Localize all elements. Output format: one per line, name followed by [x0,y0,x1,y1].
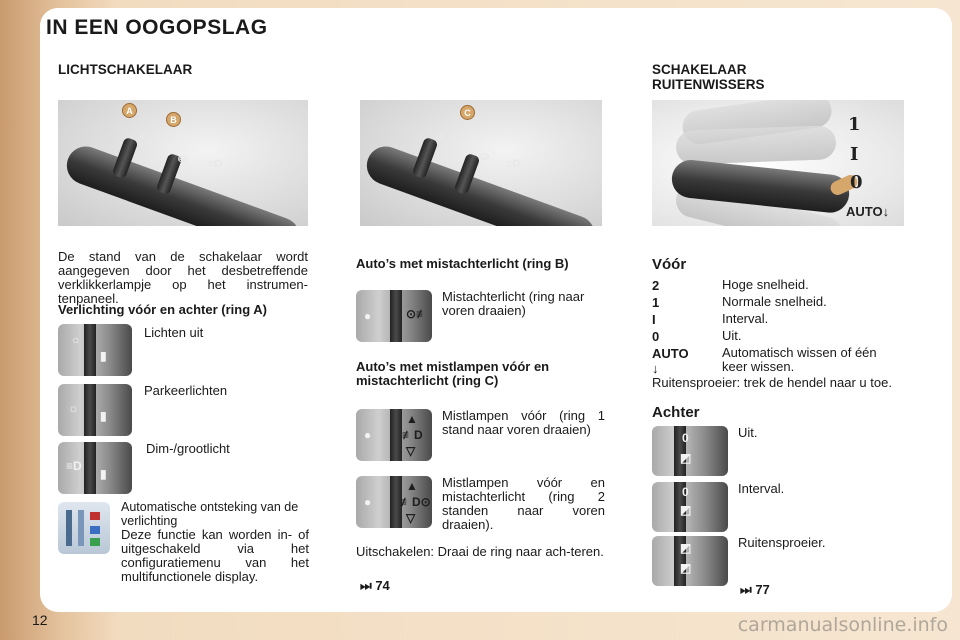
rear-wiper-off-label: Uit. [738,425,758,440]
ring-a-tag: A [122,103,137,118]
light-switch-heading: LICHTSCHAKELAAR [58,62,193,77]
wiper-switch-photo [652,100,904,226]
low-high-beam-icon: ≡D [66,459,82,473]
lights-off-label: Lichten uit [144,325,204,340]
rear-wiper-off-thumbnail: 0 ◩ [652,426,728,476]
parking-lights-thumbnail: ☼ ▮ [58,384,132,436]
watermark: carmanualsonline.info [737,614,948,636]
front-fog-thumbnail: ● ▲ ≢D ▽ [356,409,432,461]
ring-b-text: Mistachterlicht (ring naar voren draaien) [442,289,585,318]
low-high-beam-label: Dim-/grootlicht [146,441,230,456]
rear-wiper-icon: ◩ [680,451,692,465]
wiper-ref-link[interactable] [740,582,770,598]
front-fog-icon: ≢D [402,428,423,442]
page-number: 12 [32,612,48,628]
ring-c-stage1-text: Mistlampen vóór (ring 1 stand naar voren draaien) [442,408,605,437]
front-wiper-heading: Vóór [652,256,687,273]
auto-lighting-text: Deze functie kan worden in- of uitgeschakeld via het configuratiemenu van het multifunctionele display. [121,527,309,584]
rear-wiper-heading: Achter [652,404,700,421]
ring-b-heading: Auto’s met mistachterlicht (ring B) [356,256,569,271]
light-switch-intro: De stand van de schakelaar wordt aangegeven door het desbetreffende verklikkerlampje op het instrumen-tenpaneel. [58,249,308,306]
ring-c-heading: Auto’s met mistlampen vóór en mistachterlicht (ring C) [356,359,550,388]
front-rear-fog-thumbnail: ● ▲ ≢D⊙ ▽ [356,476,432,528]
skip-forward-icon: ⏭ [740,582,752,597]
rear-washer-icon: ◩ [680,561,692,575]
low-high-beam-thumbnail: ≡D ▮ [58,442,132,494]
auto-lighting-caption: Automatische ontsteking van de verlichting [121,500,299,528]
washer-text: Ruitensproeier: trek de hendel naar u toe. [652,375,892,390]
ring-b-tag: B [166,112,181,127]
rear-wiper-interval-thumbnail: 0 ◩ [652,482,728,532]
wiper-ref-page: 77 [755,582,770,597]
light-ref-link[interactable] [360,578,390,594]
switch-off-text: Uitschakelen: Draai de ring naar ach-teren. [356,544,604,559]
rear-fog-icon: ⊙≢ [406,307,429,321]
ring-c-stage2-text: Mistlampen vóór en mistachterlicht (ring 2 standen naar voren draaien). [442,475,605,532]
lights-off-icon: ○ [72,333,80,347]
front-rear-fog-icon: ≢D⊙ [400,495,431,509]
arrow-down-icon: ↓ [652,361,659,376]
parking-lights-label: Parkeerlichten [144,383,228,398]
page-title: IN EEN OOGOPSLAG [46,16,268,39]
wiper-pos-1-label: 1 [848,114,861,135]
skip-forward-icon: ⏭ [360,578,372,593]
light-switch-photo-a: ● ⛀ ≡D A B [58,100,308,226]
wiper-switch-heading: SCHAKELAAR RUITENWISSERS [652,62,765,92]
light-ref-page: 74 [375,578,390,593]
ring-a-heading: Verlichting vóór en achter (ring A) [58,302,267,317]
parking-lights-icon: ☼ [68,401,79,415]
lights-off-thumbnail: ○ ▮ [58,324,132,376]
rear-fog-thumbnail: ● ⊙≢ [356,290,432,342]
wiper-pos-auto-label: AUTO↓ [846,204,890,219]
light-switch-photo-c: ● ⛀ ≡D C [360,100,602,226]
rear-washer-thumbnail: ◩ ◩ [652,536,728,586]
ring-c-tag: C [460,105,475,120]
wiper-pos-interval-label: I [850,144,859,165]
rear-wiper-icon: ◩ [680,503,692,517]
display-menu-thumbnail [58,502,110,554]
wiper-pos-0-label: 0 [850,172,863,193]
rear-wiper-interval-label: Interval. [738,481,785,496]
rear-washer-label: Ruitensproeier. [738,535,826,550]
